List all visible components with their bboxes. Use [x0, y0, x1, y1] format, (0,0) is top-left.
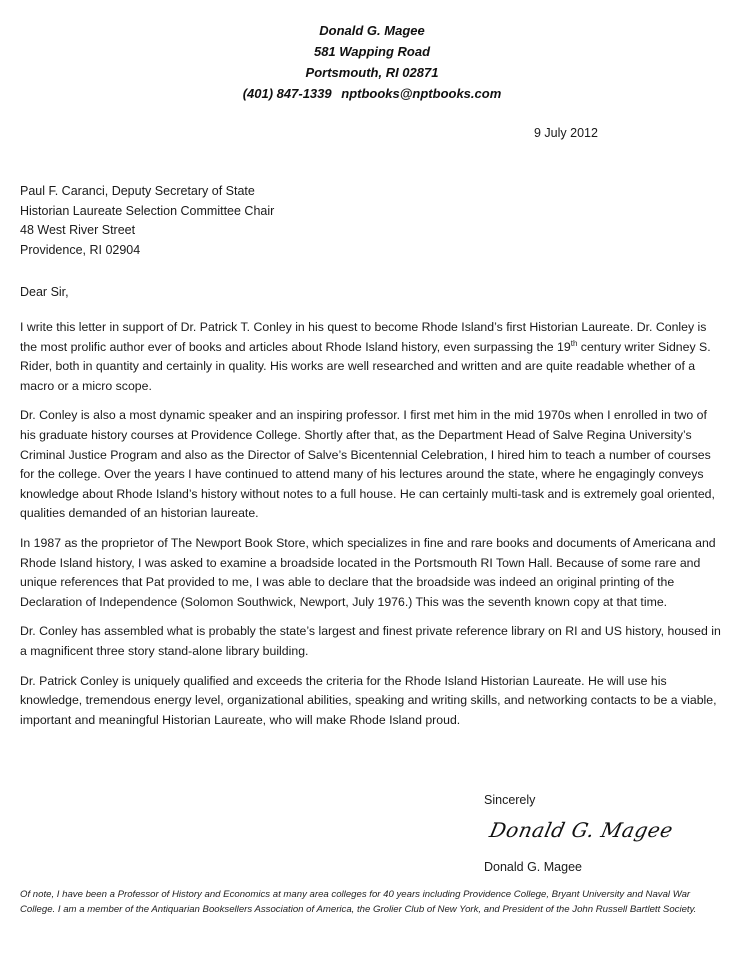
letter-body: [20, 318, 726, 740]
letter-date: 9 July 2012: [534, 126, 598, 140]
sender-email: nptbooks@nptbooks.com: [341, 86, 502, 101]
recipient-line-3: 48 West River Street: [20, 223, 136, 237]
letterhead: [0, 20, 744, 104]
body-paragraph-3: In 1987 as the proprietor of The Newport Book Store, which specializes in fine and rare books and documents of Americana and Rhode Island history, I was asked to examine a broadside located in the Portsmouth RI Town Hall. Because of some rare and unique references that Pat provided to me, I was able to declare that the broadside was indeed an original printing of the Declaration of Independence (Solomon Southwick, Newport, July 1976.) This was the seventh known copy at that time.: [20, 535, 716, 609]
recipient-line-4: Providence, RI 02904: [20, 242, 141, 257]
sender-name: Donald G. Magee: [319, 23, 425, 38]
closing: Sincerely: [484, 793, 536, 807]
recipient-address: [20, 182, 274, 260]
sender-contact: [0, 83, 744, 104]
sender-phone: (401) 847-1339: [242, 86, 332, 101]
body-paragraph-1-text-a: I write this letter in support of Dr. Patrick T. Conley in his quest to become Rhode Island’s first Historian Laureate. Dr. Conley is the most prolific author ever of books and articles about Rhode Island history, even surpassing the 19: [20, 320, 707, 354]
body-paragraph-4: Dr. Conley has assembled what is probably the state’s largest and finest private reference library on RI and US history, housed in a magnificent three story stand-alone library building.: [20, 624, 721, 658]
handwritten-signature: Donald G. Magee: [487, 818, 676, 842]
body-paragraph-5: Dr. Patrick Conley is uniquely qualified and exceeds the criteria for the Rhode Island Historian Laureate. He will use his knowledge, tremendous energy level, organizational abilities, speaking and writing skills, and networking contacts to be a viable, important and meaningful Historian Laureate, who will make Rhode Island proud.: [20, 673, 717, 727]
body-paragraph-1: [20, 318, 726, 396]
postscript-note: Of note, I have been a Professor of History and Economics at many area colleges for 40 years including Providence College, Bryant University and Naval War College. I am a member of the Antiquarian Booksellers Association of America, the Grolier Club of New York, and President of the John Russell Bartlett Society.: [20, 889, 697, 915]
sender-street: 581 Wapping Road: [313, 44, 431, 59]
sender-city: Portsmouth, RI 02871: [305, 65, 439, 80]
salutation: Dear Sir,: [20, 285, 69, 299]
body-paragraph-1-text-b: century writer Sidney S. Rider, both in quantity and certainly in quality. His works are well researched and written and are quite readable whether of a macro or a micro scope.: [20, 339, 711, 393]
signer-name: Donald G. Magee: [484, 860, 582, 874]
ordinal-superscript: th: [570, 338, 578, 348]
recipient-line-1: Paul F. Caranci, Deputy Secretary of State: [20, 184, 255, 198]
recipient-line-2: Historian Laureate Selection Committee Chair: [20, 203, 275, 218]
body-paragraph-2: Dr. Conley is also a most dynamic speaker and an inspiring professor. I first met him in the mid 1970s when I enrolled in two of his graduate history courses at Providence College. Shortly after that, as the Department Head of Salve Regina University’s Criminal Justice Program and also as the Director of Salve’s Bicentennial Celebration, I hired him to teach a number of courses for the college. Over the years I have continued to attend many of his lectures around the state, where he engagingly conveys knowledge about Rhode Island’s history without notes to a full house. He can certainly multi-task and is extremely goal oriented, qualities demanded of an historian laureate.: [20, 408, 715, 521]
